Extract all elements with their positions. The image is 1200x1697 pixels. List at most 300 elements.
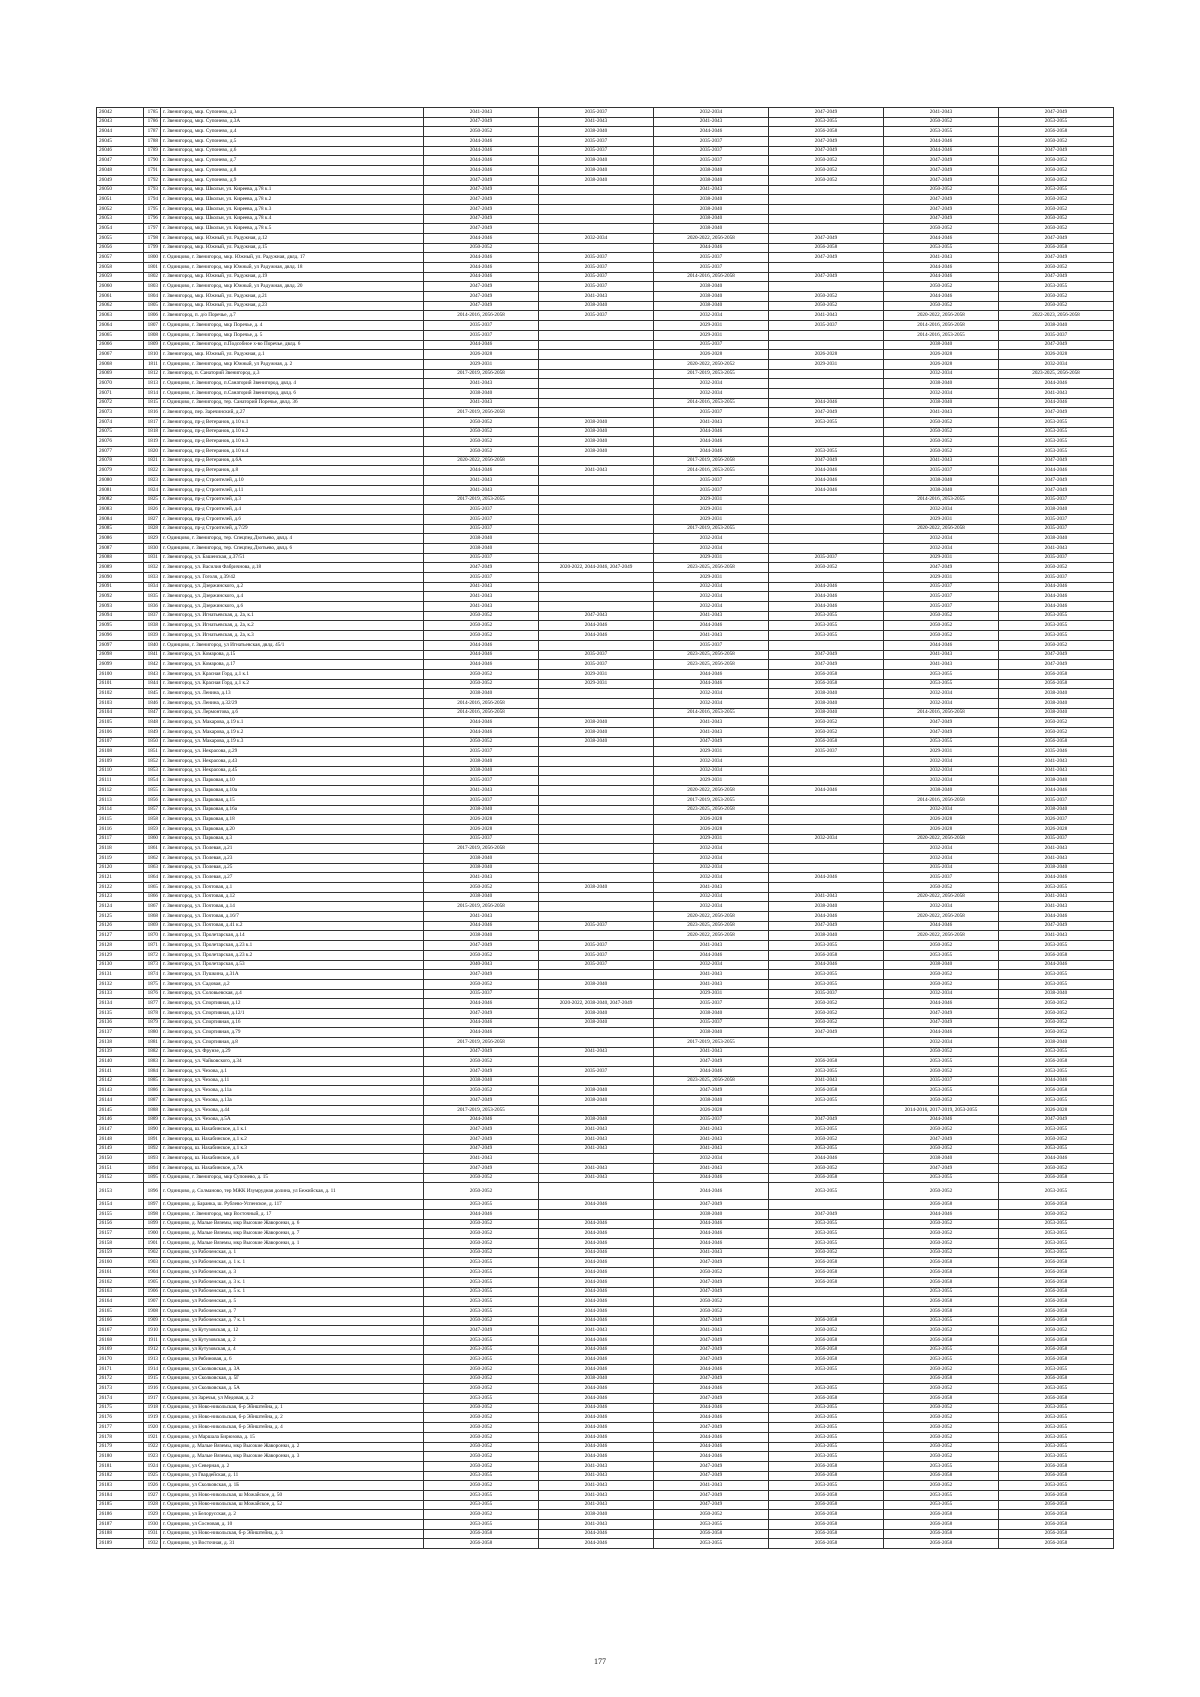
row-id-cell: 26102 [97,689,144,699]
year-range-cell: 2032-2034 [884,902,999,912]
year-range-cell: 2038-2040 [654,204,769,214]
table-row [97,311,1114,321]
year-range-cell: 2038-2040 [539,1374,654,1384]
row-id-cell: 26110 [97,766,144,776]
year-range-cell: 2032-2034 [654,582,769,592]
year-range-cell: 2044-2046 [424,718,539,728]
year-range-cell: 2044-2046 [884,999,999,1009]
row-id-cell: 26132 [97,979,144,989]
year-range-cell: 2050-2052 [424,1239,539,1249]
year-range-cell: 2050-2052 [999,1134,1114,1144]
year-range-cell: 2041-2043 [884,253,999,263]
row-number-cell: 1849 [144,728,161,738]
year-range-cell: 2029-2031 [884,573,999,583]
year-range-cell: 2035-2037 [424,330,539,340]
row-id-cell: 26123 [97,892,144,902]
row-id-cell: 26095 [97,621,144,631]
year-range-cell: 2053-2055 [654,1520,769,1530]
year-range-cell: 2026-2028 [884,824,999,834]
row-id-cell: 26135 [97,1008,144,1018]
row-number-cell: 1830 [144,543,161,553]
year-range-cell: 2029-2031 [654,505,769,515]
year-range-cell: 2056-2058 [999,1258,1114,1268]
row-id-cell: 26068 [97,359,144,369]
year-range-cell: 2014-2016, 2056-2058 [884,708,999,718]
year-range-cell: 2053-2055 [769,1432,884,1442]
row-number-cell: 1915 [144,1374,161,1384]
year-range-cell: 2056-2058 [999,1510,1114,1520]
year-range-cell: 2038-2040 [539,418,654,428]
table-row [97,553,1114,563]
row-id-cell: 26046 [97,146,144,156]
year-range-cell: 2050-2052 [424,1481,539,1491]
year-range-cell: 2041-2043 [654,728,769,738]
year-range-cell: 2044-2046 [884,921,999,931]
row-number-cell: 1864 [144,873,161,883]
year-range-cell: 2041-2043 [999,844,1114,854]
year-range-cell [539,824,654,834]
year-range-cell [539,931,654,941]
year-range-cell: 2047-2049 [999,108,1114,118]
address-cell: г. Звенигород, ул. Гоголя, д.39/42 [161,573,424,583]
row-id-cell: 26175 [97,1403,144,1413]
year-range-cell [539,408,654,418]
year-range-cell [769,534,884,544]
year-range-cell: 2056-2058 [999,1374,1114,1384]
year-range-cell: 2041-2043 [884,408,999,418]
year-range-cell: 2023-2025, 2056-2058 [654,563,769,573]
year-range-cell: 2038-2040 [424,892,539,902]
table-row [97,776,1114,786]
year-range-cell: 2044-2046 [769,466,884,476]
row-number-cell: 1826 [144,505,161,515]
year-range-cell: 2056-2058 [999,1057,1114,1067]
year-range-cell: 2041-2043 [424,602,539,612]
row-number-cell: 1894 [144,1163,161,1173]
table-row [97,156,1114,166]
year-range-cell: 2050-2052 [884,1326,999,1336]
address-cell: г. Звенигород, ул. Садовая, д.2 [161,979,424,989]
year-range-cell: 2032-2034 [654,960,769,970]
year-range-cell: 2032-2034 [654,844,769,854]
row-number-cell: 1918 [144,1403,161,1413]
row-number-cell: 1877 [144,999,161,1009]
row-number-cell: 1926 [144,1481,161,1491]
row-id-cell: 26120 [97,863,144,873]
year-range-cell: 2035-2037 [539,960,654,970]
year-range-cell [769,427,884,437]
address-cell: г. Одинцово, ул Рябиновая, д. 6 [161,1355,424,1365]
year-range-cell: 2038-2040 [424,863,539,873]
year-range-cell [539,350,654,360]
year-range-cell: 2029-2031 [884,553,999,563]
year-range-cell: 2047-2049 [884,195,999,205]
row-id-cell: 26092 [97,592,144,602]
address-cell: г. Звенигород, пр-д Ветеранов, д.10 к.2 [161,427,424,437]
year-range-cell: 2029-2031 [424,359,539,369]
year-range-cell: 2044-2046 [539,1229,654,1239]
year-range-cell: 2035-2037 [884,1076,999,1086]
year-range-cell [769,1038,884,1048]
year-range-cell: 2029-2031 [654,321,769,331]
year-range-cell: 2047-2049 [884,166,999,176]
year-range-cell: 2035-2037 [769,553,884,563]
table-row [97,621,1114,631]
year-range-cell: 2038-2040 [424,931,539,941]
year-range-cell: 2056-2058 [999,1539,1114,1549]
row-id-cell: 26063 [97,311,144,321]
row-id-cell: 26184 [97,1490,144,1500]
row-number-cell: 1868 [144,912,161,922]
address-cell: г. Звенигород, мкр. Южный, ул. Радужная, д.19 [161,272,424,282]
year-range-cell: 2053-2055 [769,970,884,980]
year-range-cell: 2053-2055 [999,1144,1114,1154]
year-range-cell: 2047-2049 [769,408,884,418]
year-range-cell: 2020-2022, 2056-2058 [654,912,769,922]
year-range-cell: 2014-2016, 2053-2055 [654,466,769,476]
year-range-cell: 2050-2052 [884,117,999,127]
year-range-cell: 2050-2052 [769,1134,884,1144]
year-range-cell: 2044-2046 [424,640,539,650]
address-cell: г. Звенигород, ул. Парковая, д.15 [161,795,424,805]
row-id-cell: 26148 [97,1134,144,1144]
year-range-cell: 2053-2055 [884,1086,999,1096]
year-range-cell: 2044-2046 [999,466,1114,476]
row-number-cell: 1855 [144,786,161,796]
row-id-cell: 26174 [97,1394,144,1404]
year-range-cell: 2047-2049 [999,476,1114,486]
row-id-cell: 26064 [97,321,144,331]
year-range-cell: 2038-2040 [999,1038,1114,1048]
year-range-cell: 2056-2058 [884,1297,999,1307]
address-cell: г. Звенигород, мкр. Школьн, ул. Киреева, д.78 к.1 [161,185,424,195]
year-range-cell: 2041-2043 [654,1248,769,1258]
year-range-cell: 2029-2031 [654,495,769,505]
address-cell: г. Звенигород, мкр. Южный, ул. Радужная, д.23 [161,301,424,311]
year-range-cell: 2044-2046 [884,146,999,156]
year-range-cell: 2038-2040 [539,447,654,457]
year-range-cell: 2017-2019, 2056-2058 [424,844,539,854]
year-range-cell: 2050-2052 [999,640,1114,650]
year-range-cell: 2038-2040 [654,224,769,234]
table-row [97,146,1114,156]
table-row [97,1134,1114,1144]
year-range-cell: 2050-2052 [884,1239,999,1249]
year-range-cell [769,543,884,553]
year-range-cell [769,282,884,292]
row-id-cell: 26050 [97,185,144,195]
year-range-cell: 2047-2049 [769,1115,884,1125]
year-range-cell: 2035-2037 [884,592,999,602]
row-id-cell: 26062 [97,301,144,311]
year-range-cell: 2050-2052 [654,1510,769,1520]
year-range-cell: 2053-2055 [769,1403,884,1413]
year-range-cell: 2053-2055 [884,1173,999,1183]
row-id-cell: 26121 [97,873,144,883]
row-number-cell: 1907 [144,1297,161,1307]
address-cell: г. Одинцово, ул Рабоченская, д. 5 к. 1 [161,1287,424,1297]
row-id-cell: 26129 [97,950,144,960]
year-range-cell: 2032-2034 [654,602,769,612]
year-range-cell: 2014-2016, 2056-2058 [884,795,999,805]
year-range-cell [539,776,654,786]
year-range-cell: 2047-2049 [884,214,999,224]
row-id-cell: 26173 [97,1384,144,1394]
row-id-cell: 26157 [97,1229,144,1239]
year-range-cell: 2056-2058 [999,1461,1114,1471]
year-range-cell: 2050-2052 [884,224,999,234]
address-cell: г. Звенигород, пр-д Ветеранов, д.8 [161,466,424,476]
year-range-cell: 2035-2037 [999,573,1114,583]
year-range-cell: 2050-2052 [999,999,1114,1009]
year-range-cell: 2056-2058 [769,1529,884,1539]
year-range-cell: 2044-2046 [424,263,539,273]
row-id-cell: 26108 [97,747,144,757]
year-range-cell: 2026-2028 [654,815,769,825]
year-range-cell: 2032-2034 [884,698,999,708]
year-range-cell: 2029-2031 [884,514,999,524]
year-range-cell: 2032-2034 [654,766,769,776]
table-row [97,1481,1114,1491]
year-range-cell: 2014-2016, 2053-2055 [884,330,999,340]
year-range-cell: 2044-2046 [539,1432,654,1442]
year-range-cell: 2035-2037 [884,873,999,883]
year-range-cell: 2056-2058 [884,1510,999,1520]
year-range-cell: 2050-2052 [884,1125,999,1135]
year-range-cell: 2044-2046 [539,1452,654,1462]
year-range-cell: 2044-2046 [999,582,1114,592]
year-range-cell: 2035-2037 [539,311,654,321]
row-number-cell: 1909 [144,1316,161,1326]
year-range-cell: 2038-2040 [654,301,769,311]
year-range-cell: 2038-2040 [654,175,769,185]
year-range-cell: 2050-2052 [884,1423,999,1433]
year-range-cell: 2044-2046 [654,1452,769,1462]
year-range-cell: 2056-2058 [769,1520,884,1530]
year-range-cell: 2044-2046 [769,1154,884,1164]
table-row [97,1047,1114,1057]
row-id-cell: 26131 [97,970,144,980]
row-id-cell: 26117 [97,834,144,844]
year-range-cell: 2044-2046 [884,137,999,147]
table-row [97,631,1114,641]
table-row [97,1432,1114,1442]
year-range-cell: 2050-2052 [884,883,999,893]
year-range-cell: 2050-2052 [424,979,539,989]
year-range-cell: 2044-2046 [654,950,769,960]
row-number-cell: 1785 [144,108,161,118]
address-cell: г. Одинцово, г. Звенигород, п.Санаторий Звенигород, двлд. 4 [161,379,424,389]
row-number-cell: 1805 [144,301,161,311]
address-cell: г. Одинцово, г. Звенигород, мкр Восточный, д. 17 [161,1210,424,1220]
year-range-cell: 2038-2040 [884,485,999,495]
year-range-cell [539,815,654,825]
repair-schedule-table [96,107,1114,1549]
year-range-cell: 2035-2037 [769,321,884,331]
address-cell: г. Звенигород, ул. Спортивная, д.16 [161,1018,424,1028]
row-number-cell: 1865 [144,883,161,893]
year-range-cell: 2050-2052 [884,1047,999,1057]
row-id-cell: 26078 [97,456,144,466]
year-range-cell: 2041-2043 [539,1471,654,1481]
year-range-cell: 2047-2049 [999,408,1114,418]
table-row [97,1355,1114,1365]
row-id-cell: 26111 [97,776,144,786]
row-number-cell: 1831 [144,553,161,563]
year-range-cell: 2044-2046 [654,127,769,137]
year-range-cell [539,873,654,883]
year-range-cell: 2056-2058 [884,1374,999,1384]
row-id-cell: 26065 [97,330,144,340]
year-range-cell: 2041-2043 [999,892,1114,902]
row-number-cell: 1903 [144,1258,161,1268]
address-cell: г. Звенигород, ул. Чехова, д.11 [161,1076,424,1086]
year-range-cell: 2017-2019, 2053-2055 [654,1038,769,1048]
address-cell: г. Одинцово, г. Звенигород, мкр Южный, ул Радужная, двлд. 18 [161,263,424,273]
row-id-cell: 26069 [97,369,144,379]
row-number-cell: 1857 [144,805,161,815]
year-range-cell: 2026-2028 [654,824,769,834]
year-range-cell: 2035-2037 [654,146,769,156]
address-cell: г. Одинцово, ул Сколковская, д. 5А [161,1384,424,1394]
address-cell: г. Звенигород, ул. Спортивная, д.12/1 [161,1008,424,1018]
row-id-cell: 26179 [97,1442,144,1452]
address-cell: г. Одинцово, ул Рабоченская, д. 7 [161,1306,424,1316]
table-row [97,669,1114,679]
year-range-cell: 2050-2052 [884,1144,999,1154]
year-range-cell: 2044-2046 [539,1442,654,1452]
address-cell: г. Звенигород, ул. Парковая, д.10а [161,786,424,796]
year-range-cell: 2038-2040 [769,902,884,912]
address-cell: г. Звенигород, ул. Макарова, д.19 к.3 [161,737,424,747]
year-range-cell [769,185,884,195]
row-id-cell: 26126 [97,921,144,931]
year-range-cell: 2035-2037 [999,524,1114,534]
year-range-cell [769,340,884,350]
year-range-cell: 2056-2058 [769,243,884,253]
row-id-cell: 26067 [97,350,144,360]
year-range-cell [769,195,884,205]
table-row [97,1200,1114,1210]
address-cell: г. Звенигород, ул. Некрасова, д.45 [161,766,424,776]
year-range-cell: 2056-2058 [769,1277,884,1287]
year-range-cell: 2044-2046 [884,1028,999,1038]
address-cell: г. Одинцово, ул Заречья, ул Медовая, д. 2 [161,1394,424,1404]
year-range-cell [539,766,654,776]
year-range-cell [769,863,884,873]
row-number-cell: 1867 [144,902,161,912]
year-range-cell: 2041-2043 [654,970,769,980]
table-row [97,1105,1114,1115]
year-range-cell: 2041-2043 [999,931,1114,941]
year-range-cell: 2029-2031 [654,747,769,757]
row-id-cell: 26112 [97,786,144,796]
year-range-cell [539,543,654,553]
year-range-cell: 2047-2049 [884,1163,999,1173]
year-range-cell: 2044-2046 [424,1028,539,1038]
year-range-cell: 2044-2046 [999,960,1114,970]
row-number-cell: 1914 [144,1365,161,1375]
address-cell: г. Звенигород, ул. Макарова, д.19 к.1 [161,718,424,728]
year-range-cell: 2047-2049 [424,175,539,185]
year-range-cell [539,185,654,195]
row-id-cell: 26061 [97,292,144,302]
year-range-cell: 2032-2034 [654,592,769,602]
table-row [97,563,1114,573]
year-range-cell: 2044-2046 [884,292,999,302]
year-range-cell: 2047-2049 [424,195,539,205]
year-range-cell: 2047-2049 [654,1345,769,1355]
year-range-cell: 2053-2055 [999,437,1114,447]
year-range-cell: 2050-2052 [884,1096,999,1106]
year-range-cell [539,476,654,486]
table-row [97,1067,1114,1077]
year-range-cell: 2022-2023, 2056-2058 [999,311,1114,321]
year-range-cell [769,524,884,534]
year-range-cell: 2056-2058 [999,1490,1114,1500]
row-id-cell: 26127 [97,931,144,941]
year-range-cell: 2053-2055 [884,669,999,679]
address-cell: г. Звенигород, мкр. Супонево, д.7 [161,156,424,166]
table-row [97,582,1114,592]
year-range-cell: 2020-2022, 2056-2058 [884,524,999,534]
year-range-cell: 2053-2055 [769,1125,884,1135]
year-range-cell [539,708,654,718]
row-number-cell: 1835 [144,592,161,602]
row-id-cell: 26055 [97,233,144,243]
table-row [97,1345,1114,1355]
year-range-cell: 2041-2043 [654,418,769,428]
table-row [97,1028,1114,1038]
year-range-cell [539,1154,654,1164]
year-range-cell: 2050-2052 [424,243,539,253]
row-number-cell: 1925 [144,1471,161,1481]
address-cell: г. Звенигород, мкр. Школьн, ул. Киреева, д.78 к.4 [161,214,424,224]
year-range-cell: 2026-2028 [999,350,1114,360]
year-range-cell: 2026-2028 [884,815,999,825]
year-range-cell: 2044-2046 [539,1394,654,1404]
row-number-cell: 1883 [144,1057,161,1067]
table-row [97,689,1114,699]
table-row [97,1520,1114,1530]
address-cell: г. Одинцово, ул Ново-никольская, ш Можайское, д. 52 [161,1500,424,1510]
year-range-cell: 2038-2040 [539,718,654,728]
row-number-cell: 1927 [144,1490,161,1500]
row-id-cell: 26090 [97,573,144,583]
year-range-cell [769,1306,884,1316]
year-range-cell: 2050-2052 [999,718,1114,728]
year-range-cell: 2050-2052 [999,195,1114,205]
year-range-cell: 2053-2055 [999,418,1114,428]
year-range-cell: 2044-2046 [424,233,539,243]
year-range-cell: 2050-2052 [769,175,884,185]
table-row [97,1539,1114,1549]
table-row [97,1394,1114,1404]
year-range-cell: 2041-2043 [424,592,539,602]
row-id-cell: 26152 [97,1173,144,1183]
year-range-cell: 2056-2058 [999,1297,1114,1307]
year-range-cell: 2044-2046 [539,1200,654,1210]
row-number-cell: 1898 [144,1210,161,1220]
row-id-cell: 26043 [97,117,144,127]
row-id-cell: 26077 [97,447,144,457]
year-range-cell: 2041-2043 [884,108,999,118]
year-range-cell: 2044-2046 [539,1403,654,1413]
year-range-cell: 2041-2043 [539,1163,654,1173]
year-range-cell: 2050-2052 [999,156,1114,166]
year-range-cell: 2056-2058 [769,737,884,747]
year-range-cell: 2014-2016, 2056-2058 [654,272,769,282]
